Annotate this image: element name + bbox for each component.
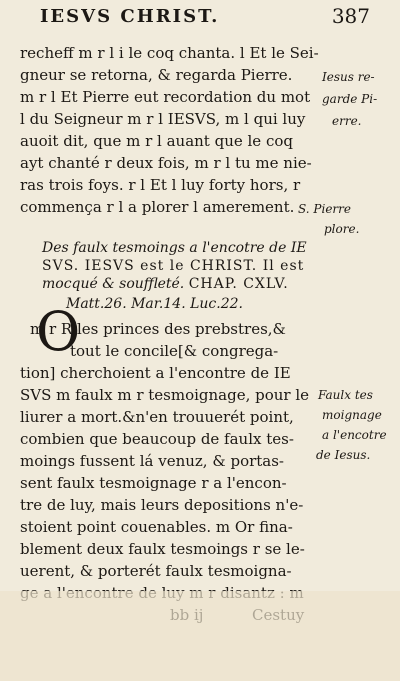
margin-note: de Iesus. [316, 448, 371, 462]
text-line: tout le concile[& congrega- [70, 342, 279, 360]
text-line: tre de luy, mais leurs depositions n'e- [20, 496, 304, 514]
running-title: IESVS CHRIST. [40, 6, 220, 27]
text-line: gneur se retorna, & regarda Pierre. [20, 66, 293, 84]
text-line: SVS m faulx m r tesmoignage, pour le [20, 386, 310, 404]
text-line: l du Seigneur m r l IESVS, m l qui luy [20, 110, 306, 128]
folio-number: 387 [331, 4, 370, 28]
margin-note: Faulx tes [318, 388, 373, 402]
text-line: blement deux faulx tesmoings r se le- [20, 540, 305, 558]
text-line: liurer a mort.&n'en trouuerét point, [20, 408, 294, 426]
text-line: m r R les princes des prebstres,& [30, 320, 286, 338]
text-line: m r l Et Pierre eut recordation du mot [20, 88, 311, 106]
section-heading-line3: mocqué & souffleté. [42, 276, 185, 292]
page-stain [0, 591, 400, 681]
text-line: tion] cherchoient a l'encontre de IE [20, 364, 291, 382]
margin-note: plore. [324, 222, 360, 236]
text-line: sent faulx tesmoignage r a l'encon- [20, 474, 287, 492]
margin-note: a l'encotre [322, 428, 387, 442]
page-header [30, 4, 370, 32]
margin-note: moignage [322, 408, 382, 422]
chapter-label: CHAP. CXLV. [188, 276, 289, 292]
text-line: moings fussent lá venuz, & portas- [20, 452, 285, 470]
gospel-references: Matt.26. Mar.14. Luc.22. [66, 296, 243, 312]
margin-note: Iesus re- [322, 70, 375, 84]
text-line: ayt chanté r deux fois, m r l tu me nie- [20, 154, 312, 172]
text-line: commença r l a plorer l amerement. [20, 198, 295, 216]
text-line: uerent, & porterét faulx tesmoigna- [20, 562, 292, 580]
text-line: auoit dit, que m r l auant que le coq [20, 132, 293, 150]
margin-note: garde Pi- [322, 92, 378, 106]
text-line: ras trois foys. r l Et l luy forty hors, r [20, 176, 301, 194]
section-heading-line2: SVS. IESVS est le CHRIST. Il est [42, 258, 305, 274]
margin-note: S. Pierre [298, 202, 352, 216]
text-line: recheff m r l i le coq chanta. l Et le Sei- [20, 44, 319, 62]
margin-note: erre. [332, 114, 362, 128]
drop-cap: O [36, 300, 81, 363]
text-line: stoient point couenables. m Or fina- [20, 518, 293, 536]
text-line: combien que beaucoup de faulx tes- [20, 430, 294, 448]
section-heading-line1: Des faulx tesmoings a l'encotre de IE [42, 240, 307, 256]
